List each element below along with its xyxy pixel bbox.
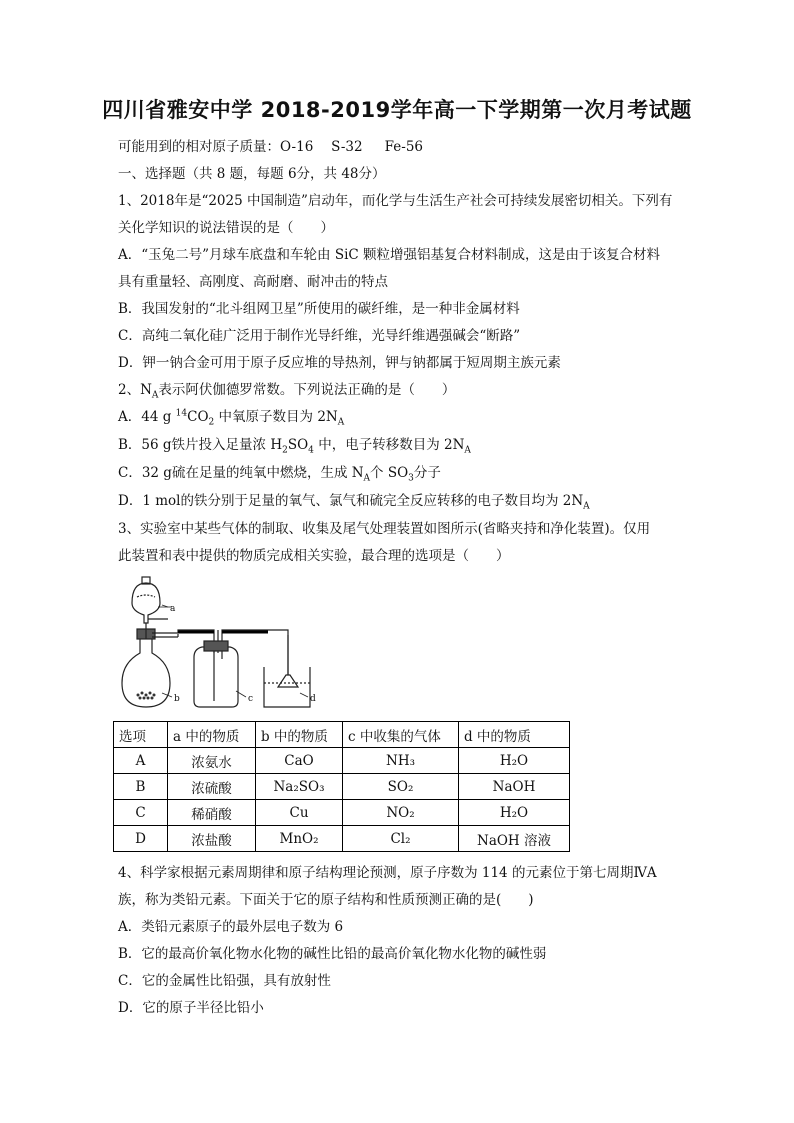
table-header: 选项 bbox=[114, 722, 168, 748]
apparatus-figure bbox=[118, 575, 318, 715]
q1-option-a-1: A．“玉兔二号”月球车底盘和车轮由 SiC 颗粒增强铝基复合材料制成，这是由于该复合材料 bbox=[118, 247, 661, 263]
q2-option-c: C．32 g硫在足量的纯氧中燃烧，生成 $N_A$个 $SO_3$分子 bbox=[118, 465, 441, 484]
section-heading: 一、选择题（共 8 题，每题 6分，共 48分） bbox=[118, 166, 386, 182]
table-cell: Cu bbox=[256, 800, 343, 826]
table-cell: D bbox=[114, 826, 168, 852]
table-cell: A bbox=[114, 748, 168, 774]
table-cell: 稀硝酸 bbox=[168, 800, 256, 826]
q4-option-c: C．它的金属性比铅强，具有放射性 bbox=[118, 973, 331, 989]
q1-stem-1: 1、2018年是“2025 中国制造”启动年，而化学与生活生产社会可持续发展密切相关。下列有 bbox=[118, 193, 673, 209]
q4-option-a: A．类铅元素原子的最外层电子数为 6 bbox=[118, 919, 344, 935]
table-header: b 中的物质 bbox=[256, 722, 343, 748]
q3-options-table bbox=[113, 721, 570, 852]
table-header: a 中的物质 bbox=[168, 722, 256, 748]
table-header: c 中收集的气体 bbox=[343, 722, 459, 748]
q2-option-a: A．44 g $^{14}CO_2$ 中氧原子数目为 $2N_A$ bbox=[118, 408, 345, 428]
table-row bbox=[114, 774, 570, 800]
table-cell: NO₂ bbox=[343, 800, 459, 826]
table-cell: H₂O bbox=[459, 748, 570, 774]
label-a: a bbox=[170, 604, 176, 614]
label-c: c bbox=[248, 694, 254, 704]
page-title: 四川省雅安中学 2018-2019学年高一下学期第一次月考试题 bbox=[102, 98, 692, 122]
table-cell: H₂O bbox=[459, 800, 570, 826]
q3-stem-1: 3、实验室中某些气体的制取、收集及尾气处理装置如图所示(省略夹持和净化装置)。仅用 bbox=[118, 521, 651, 537]
table-row bbox=[114, 826, 570, 852]
table-row bbox=[114, 748, 570, 774]
table-cell: NaOH 溶液 bbox=[459, 826, 570, 852]
separatory-funnel-shape bbox=[132, 583, 160, 623]
table-header-row bbox=[114, 722, 570, 748]
atomic-mass-line: 可能用到的相对原子质量：O-16 S-32 Fe-56 bbox=[118, 139, 424, 155]
table-cell: 浓硫酸 bbox=[168, 774, 256, 800]
table-cell: 浓盐酸 bbox=[168, 826, 256, 852]
q1-option-a-2: 具有重量轻、高刚度、高耐磨、耐冲击的特点 bbox=[118, 274, 388, 290]
table-cell: SO₂ bbox=[343, 774, 459, 800]
gas-bottle-shape bbox=[194, 647, 238, 707]
table-cell: CaO bbox=[256, 748, 343, 774]
table-cell: NaOH bbox=[459, 774, 570, 800]
q1-stem-2: 关化学知识的说法错误的是（ ） bbox=[118, 220, 334, 236]
table-cell: Na₂SO₃ bbox=[256, 774, 343, 800]
q4-stem-1: 4、科学家根据元素周期律和原子结构理论预测，原子序数为 114 的元素位于第七周期ⅣA bbox=[118, 865, 657, 881]
q3-stem-2: 此装置和表中提供的物质完成相关实验，最合理的选项是（ ） bbox=[118, 548, 510, 564]
table-cell: NH₃ bbox=[343, 748, 459, 774]
table-cell: B bbox=[114, 774, 168, 800]
table-cell: Cl₂ bbox=[343, 826, 459, 852]
table-row bbox=[114, 800, 570, 826]
label-b: b bbox=[174, 694, 180, 704]
table-cell: C bbox=[114, 800, 168, 826]
q1-option-b: B．我国发射的“北斗组网卫星”所使用的碳纤维，是一种非金属材料 bbox=[118, 301, 520, 317]
q4-option-b: B．它的最高价氧化物水化物的碱性比铅的最高价氧化物水化物的碱性弱 bbox=[118, 946, 547, 962]
q1-option-c: C．高纯二氧化硅广泛用于制作光导纤维，光导纤维遇强碱会“断路” bbox=[118, 328, 521, 344]
table-cell: 浓氨水 bbox=[168, 748, 256, 774]
q4-option-d: D．它的原子半径比铅小 bbox=[118, 1000, 264, 1016]
q2-option-b: B．56 g铁片投入足量浓 $H_2SO_4$ 中，电子转移数目为 $2N_A$ bbox=[118, 437, 471, 456]
q1-option-d: D．钾一钠合金可用于原子反应堆的导热剂，钾与钠都属于短周期主族元素 bbox=[118, 355, 561, 371]
table-cell: MnO₂ bbox=[256, 826, 343, 852]
q2-option-d: D．1 mol的铁分别于足量的氧气、氯气和硫完全反应转移的电子数目均为 $2N_A$ bbox=[118, 493, 590, 512]
label-d: d bbox=[310, 694, 316, 704]
q2-stem: 2、$N_A$表示阿伏伽德罗常数。下列说法正确的是（ ） bbox=[118, 382, 456, 401]
table-header: d 中的物质 bbox=[459, 722, 570, 748]
q4-stem-2: 族，称为类铅元素。下面关于它的原子结构和性质预测正确的是( ) bbox=[118, 892, 534, 908]
